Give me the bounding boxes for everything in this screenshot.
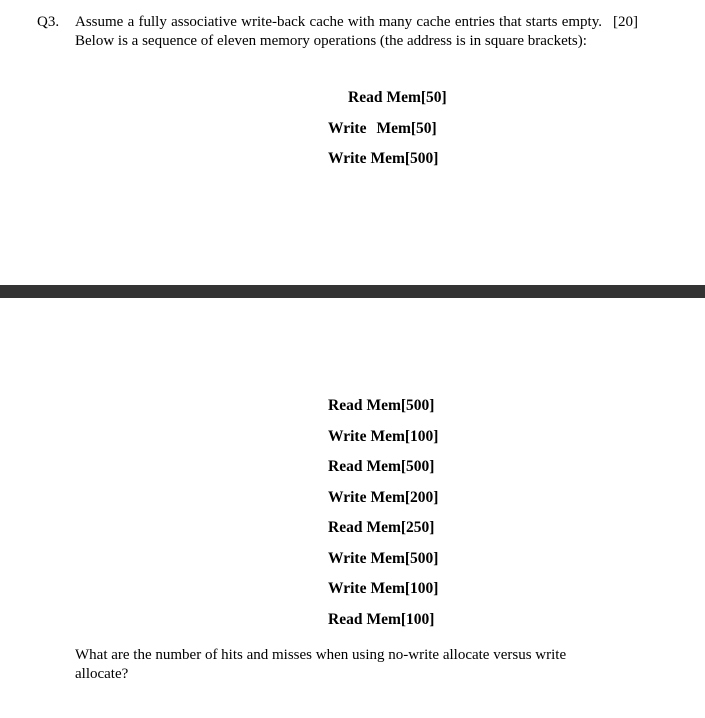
operation-item — [0, 427, 705, 458]
operation-target: Mem[50] — [386, 89, 447, 106]
operation-item — [0, 149, 705, 180]
operation-kind: Write — [328, 427, 367, 445]
operation-item — [0, 488, 705, 519]
operation-kind: Read — [328, 519, 363, 536]
question-marks: [20] — [613, 14, 638, 30]
operation-item — [0, 549, 705, 580]
operation-target: Mem[100] — [370, 580, 439, 597]
question-prompt: What are the number of hits and misses when using no-write allocate versus write allocate? — [75, 647, 567, 682]
operation-kind: Write — [328, 150, 367, 167]
operation-item — [0, 610, 705, 641]
operation-item — [0, 119, 705, 150]
operation-target: Mem[100] — [366, 610, 435, 628]
question-intro: Assume a fully associative write-back cache with many cache entries that starts empty. Below is a sequence of eleven memory operations (the address is in square brackets): — [75, 14, 602, 49]
operation-item — [0, 518, 705, 549]
question-number: Q3. — [37, 14, 60, 30]
operation-target: Mem[500] — [370, 150, 439, 167]
operations-list-bottom — [0, 396, 705, 640]
operation-kind: Read — [348, 89, 383, 106]
operation-target: Mem[50] — [376, 119, 437, 137]
operation-target: Mem[500] — [366, 397, 435, 414]
operation-item — [0, 579, 705, 610]
operation-kind: Write — [328, 549, 367, 567]
operation-kind: Write — [328, 580, 367, 597]
operation-target: Mem[100] — [370, 427, 439, 445]
operation-kind: Write — [328, 119, 367, 137]
operation-target: Mem[250] — [366, 519, 435, 536]
operation-item — [0, 457, 705, 488]
section-divider — [0, 285, 705, 298]
operation-target: Mem[200] — [370, 488, 439, 506]
operation-item — [0, 396, 705, 427]
operation-item — [0, 88, 705, 119]
operation-kind: Read — [328, 458, 363, 475]
operation-kind: Read — [328, 397, 363, 414]
operation-kind: Write — [328, 488, 367, 506]
operation-kind: Read — [328, 610, 363, 628]
operation-target: Mem[500] — [370, 549, 439, 567]
operation-target: Mem[500] — [366, 458, 435, 475]
operations-list-top — [0, 88, 705, 180]
